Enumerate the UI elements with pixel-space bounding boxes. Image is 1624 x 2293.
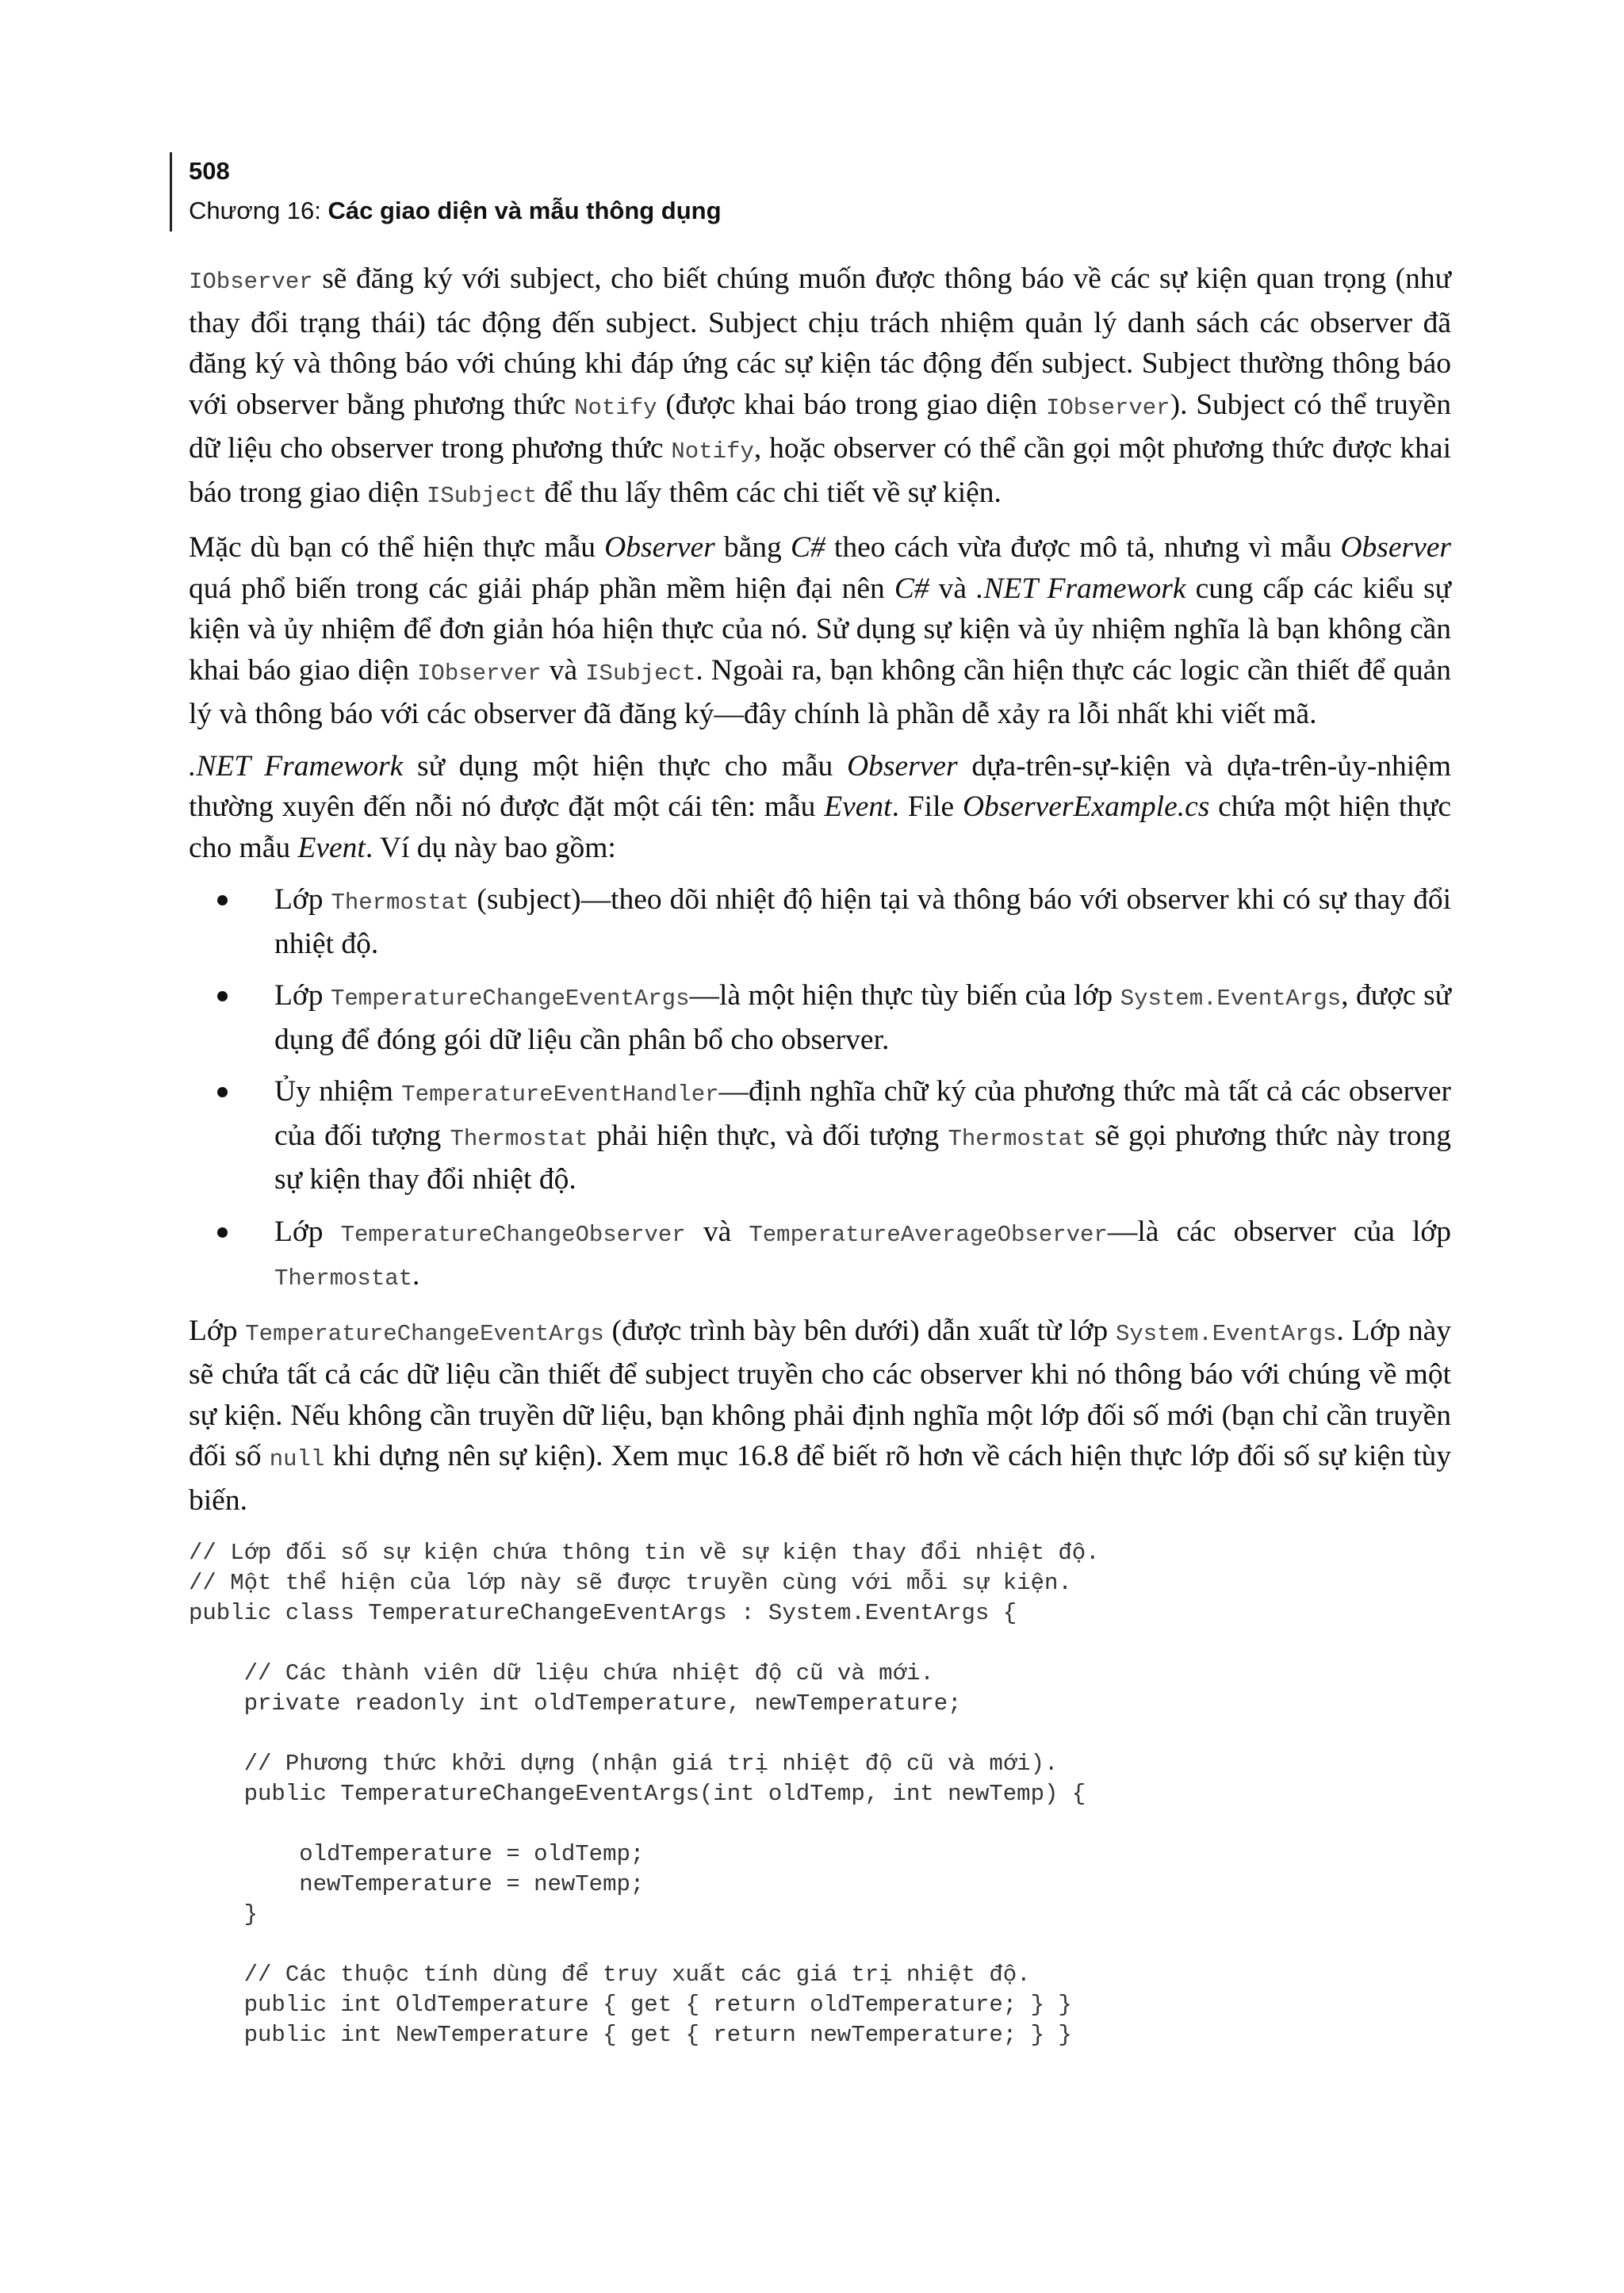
code-term: TemperatureChangeEventArgs (331, 986, 690, 1012)
italic-term: C# (894, 572, 929, 605)
list-item (189, 879, 1451, 964)
text-run: Ủy nhiệm (274, 1075, 402, 1108)
code-term: Notify (671, 438, 754, 465)
text-run: chứa một hiện thực cho mẫu (189, 790, 1452, 864)
code-term: null (269, 1446, 325, 1472)
list-item (189, 975, 1451, 1060)
code-line: } (189, 1901, 259, 1927)
code-line: public int OldTemperature { get { return oldTemperature; } } (189, 1992, 1072, 2018)
page-number: 508 (189, 157, 230, 185)
code-line: // Lớp đối số sự kiện chứa thông tin về sự kiện thay đổi nhiệt độ. (189, 1540, 1100, 1566)
paragraph-csharp-events (189, 527, 1451, 735)
code-line: // Phương thức khởi dựng (nhận giá trị nhiệt độ cũ và mới). (189, 1751, 1059, 1777)
bullet-icon (217, 991, 228, 1001)
italic-term: Event (824, 790, 892, 823)
chapter-heading (189, 193, 722, 228)
italic-term: C# (790, 531, 825, 564)
bullet-icon (217, 895, 228, 905)
code-term: ISubject (585, 660, 696, 687)
text-run: để thu lấy thêm các chi tiết về sự kiện. (537, 476, 1002, 509)
header-rule (170, 152, 172, 232)
code-line: private readonly int oldTemperature, newTemperature; (189, 1690, 962, 1717)
italic-term: Event (297, 831, 366, 864)
italic-term: Observer (604, 531, 715, 564)
italic-term: Observer (847, 749, 958, 783)
text-run: . File (891, 790, 963, 823)
chapter-title: Các giao diện và mẫu thông dụng (327, 197, 722, 224)
text-run: . Lớp này sẽ chứa tất cả các dữ liệu cần thiết để subject truyền cho các observer khi nó thông báo với chúng về một sự kiện. Nếu không cần truyền dữ liệu, bạn không phải định nghĩa một lớp đối số mới (bạn chỉ cần truyền đối số (189, 1314, 1451, 1472)
text-run: theo cách vừa được mô tả, nhưng vì mẫu (825, 531, 1341, 564)
code-term: Thermostat (948, 1125, 1086, 1152)
code-line: public TemperatureChangeEventArgs(int oldTemp, int newTemp) { (189, 1781, 1086, 1807)
code-line: newTemperature = newTemp; (189, 1871, 645, 1897)
code-term: TemperatureChangeEventArgs (245, 1320, 604, 1347)
code-term: System.EventArgs (1115, 1320, 1337, 1347)
text-run: —là các observer của lớp (1107, 1215, 1451, 1248)
text-run: —định nghĩa chữ ký của phương thức mà tất cả các observer của đối tượng (274, 1075, 1451, 1152)
text-run: cung cấp các kiểu sự kiện và ủy nhiệm để đơn giản hóa hiện thực của nó. Sử dụng sự kiện và ủy nhiệm nghĩa là bạn không cần khai báo giao diện (189, 572, 1452, 687)
text-run: bằng (714, 531, 791, 564)
code-term: Notify (574, 394, 657, 421)
example-components-list (189, 879, 1451, 1300)
text-run: và (541, 653, 586, 687)
bullet-icon (217, 1087, 228, 1097)
code-line: public class TemperatureChangeEventArgs : System.EventArgs { (189, 1600, 1017, 1626)
text-run: quá phổ biến trong các giải pháp phần mềm hiện đại nên (189, 572, 894, 605)
code-term: Thermostat (274, 1265, 413, 1292)
code-line: oldTemperature = oldTemp; (189, 1841, 645, 1867)
code-line: // Một thể hiện của lớp này sẽ được truyền cùng với mỗi sự kiện. (189, 1570, 1072, 1596)
code-term: IObserver (1045, 394, 1170, 421)
text-run: Lớp (274, 1215, 341, 1248)
paragraph-event-pattern (189, 746, 1451, 869)
code-term: IObserver (417, 660, 542, 687)
text-run: . Ngoài ra, bạn không cần hiện thực các logic cần thiết để quản lý và thông báo với các observer đã đăng ký—đây chính là phần dễ xảy ra lỗi nhất khi viết mã. (189, 653, 1451, 730)
text-run: phải hiện thực, và đối tượng (588, 1119, 948, 1152)
text-run: dựa-trên-sự-kiện và dựa-trên-ủy-nhiệm thường xuyên đến nỗi nó được đặt một cái tên: mẫu (189, 749, 1451, 823)
bullet-icon (217, 1227, 228, 1238)
list-item (189, 1071, 1451, 1200)
text-run: sẽ đăng ký với subject, cho biết chúng muốn được thông báo về các sự kiện quan trọng (như thay đổi trạng thái) tác động đến subject. Subject chịu trách nhiệm quản lý danh sách các observer đã đăng ký và thông báo với chúng khi đáp ứng các sự kiện tác động đến subject. Subject thường thông báo với observer bằng phương thức (189, 262, 1451, 421)
text-run: Lớp (274, 883, 331, 916)
italic-term: Observer (1340, 531, 1451, 564)
text-run: (được trình bày bên dưới) dẫn xuất từ lớp (603, 1314, 1116, 1347)
text-run: và (685, 1215, 749, 1248)
page-body (189, 258, 1451, 2050)
text-run: —là một hiện thực tùy biến của lớp (689, 979, 1120, 1012)
text-run: Lớp (274, 979, 331, 1012)
text-run: sử dụng một hiện thực cho mẫu (403, 749, 848, 783)
text-run: (được khai báo trong giao diện (657, 388, 1046, 421)
text-run: . Ví dụ này bao gồm: (365, 831, 616, 864)
code-term: System.EventArgs (1120, 986, 1342, 1012)
code-listing (189, 1538, 1451, 2050)
text-run: Mặc dù bạn có thể hiện thực mẫu (189, 531, 605, 564)
paragraph-eventargs-class (189, 1311, 1451, 1522)
list-item (189, 1212, 1451, 1300)
code-term: Thermostat (331, 890, 469, 916)
code-term: ISubject (426, 482, 538, 509)
code-line: public int NewTemperature { get { return newTemperature; } } (189, 2022, 1072, 2048)
text-run: sẽ gọi phương thức này trong sự kiện thay đổi nhiệt độ. (274, 1119, 1452, 1196)
italic-term: ObserverExample.cs (962, 790, 1210, 823)
text-run: và (929, 572, 977, 605)
code-line: // Các thuộc tính dùng để truy xuất các giá trị nhiệt độ. (189, 1962, 1031, 1988)
italic-term: .NET Framework (976, 572, 1186, 605)
code-term: IObserver (189, 269, 313, 295)
text-run: (subject)—theo dõi nhiệt độ hiện tại và thông báo với observer khi có sự thay đổi nhiệt độ. (274, 883, 1451, 960)
text-run: ). Subject có thể truyền dữ liệu cho observer trong phương thức (189, 388, 1451, 465)
italic-term: .NET Framework (189, 749, 404, 783)
paragraph-observer-intro (189, 258, 1451, 516)
chapter-label: Chương 16: (189, 197, 328, 224)
text-run: , được sử dụng để đóng gói dữ liệu cần phân bổ cho observer. (274, 979, 1452, 1056)
text-run: , hoặc observer có thể cần gọi một phương thức được khai báo trong giao diện (189, 432, 1451, 509)
text-run: khi dựng nên sự kiện). Xem mục 16.8 để biết rõ hơn về cách hiện thực lớp đối số sự kiện tùy biến. (189, 1440, 1451, 1517)
code-term: Thermostat (450, 1125, 588, 1152)
code-line: // Các thành viên dữ liệu chứa nhiệt độ cũ và mới. (189, 1660, 934, 1686)
code-term: TemperatureChangeObserver (340, 1221, 686, 1248)
text-run: Lớp (189, 1314, 246, 1347)
code-term: TemperatureAverageObserver (749, 1221, 1108, 1248)
code-term: TemperatureEventHandler (401, 1081, 719, 1108)
text-run: . (412, 1259, 420, 1292)
